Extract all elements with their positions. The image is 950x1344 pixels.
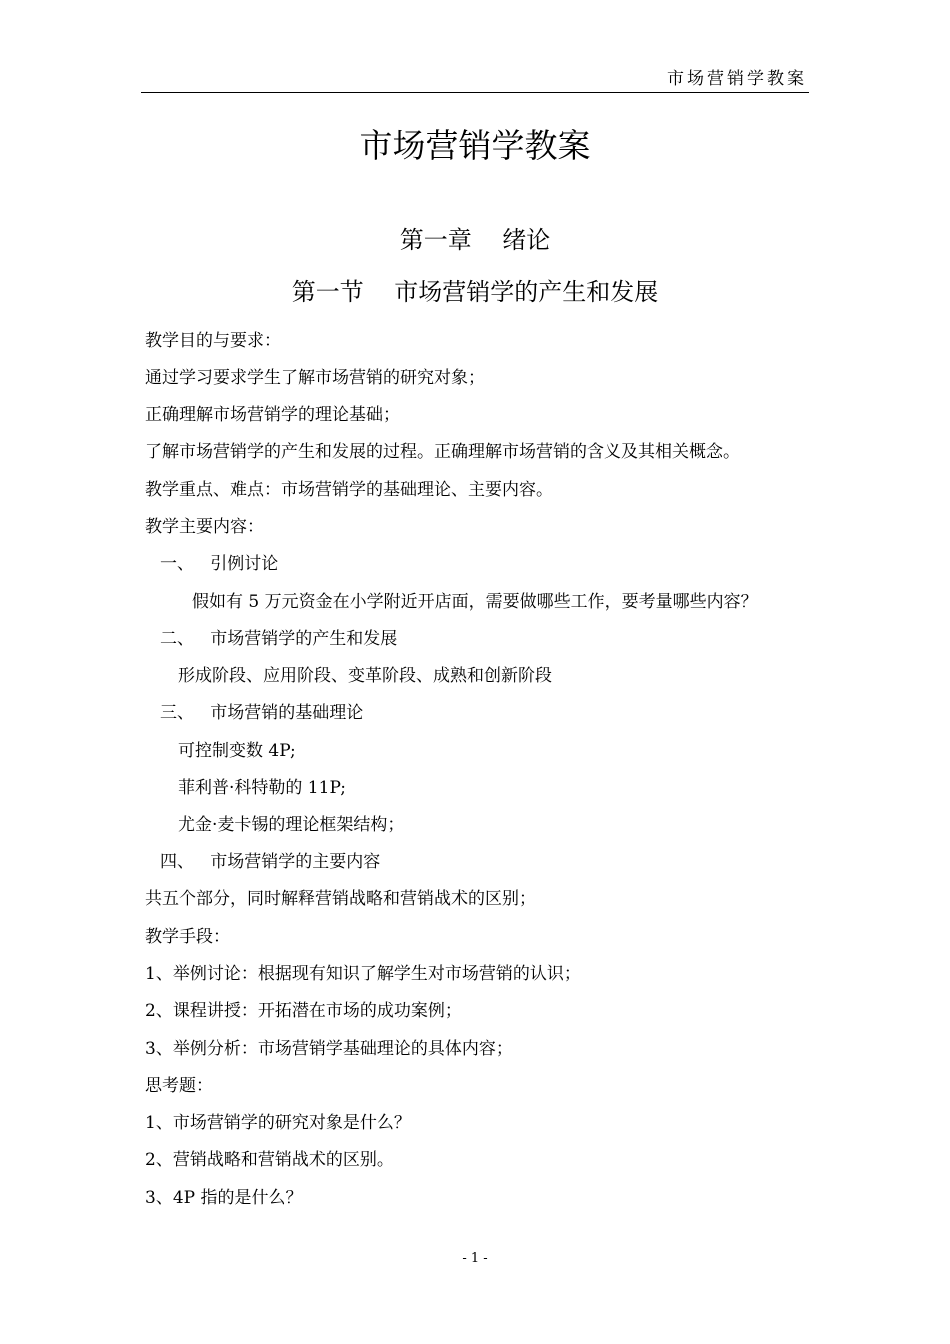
item-2-heading: 二、 市场营销学的产生和发展 [160,629,398,649]
objective-3: 了解市场营销学的产生和发展的过程。正确理解市场营销的含义及其相关概念。 [145,442,740,462]
questions-label: 思考题： [145,1076,213,1096]
page-number: - 1 - [462,1251,488,1266]
question-3: 3、4P 指的是什么？ [145,1188,303,1208]
content-label: 教学主要内容： [145,517,264,537]
question-2: 2、营销战略和营销战术的区别。 [145,1150,394,1170]
objectives-label: 教学目的与要求： [145,331,281,351]
header-rule [141,92,809,93]
key-points: 教学重点、难点：市场营销学的基础理论、主要内容。 [145,480,553,500]
method-2: 2、课程讲授：开拓潜在市场的成功案例； [145,1001,462,1021]
method-3: 3、举例分析：市场营销学基础理论的具体内容； [145,1039,513,1059]
item-4-heading: 四、 市场营销学的主要内容 [160,852,381,872]
item-4-text: 共五个部分，同时解释营销战略和营销战术的区别； [145,889,536,909]
running-header: 市场营销学教案 [667,69,807,89]
method-1: 1、举例讨论：根据现有知识了解学生对市场营销的认识； [145,964,581,984]
methods-label: 教学手段： [145,927,230,947]
item-3-text-3: 尤金·麦卡锡的理论框架结构； [178,815,405,835]
objective-1: 通过学习要求学生了解市场营销的研究对象； [145,368,485,388]
chapter-title: 第一章 绪论 [399,226,551,254]
item-1-heading: 一、 引例讨论 [160,554,279,574]
document-title: 市场营销学教案 [359,126,591,165]
section-title: 第一节 市场营销学的产生和发展 [291,278,659,306]
item-3-heading: 三、 市场营销的基础理论 [160,703,364,723]
item-3-text-1: 可控制变数 4P; [178,741,296,761]
objective-2: 正确理解市场营销学的理论基础； [145,405,400,425]
question-1: 1、市场营销学的研究对象是什么？ [145,1113,411,1133]
item-3-text-2: 菲利普·科特勒的 11P; [178,778,346,798]
item-1-text: 假如有 5 万元资金在小学附近开店面，需要做哪些工作，要考量哪些内容？ [192,592,758,612]
item-2-text: 形成阶段、应用阶段、变革阶段、成熟和创新阶段 [178,666,552,686]
